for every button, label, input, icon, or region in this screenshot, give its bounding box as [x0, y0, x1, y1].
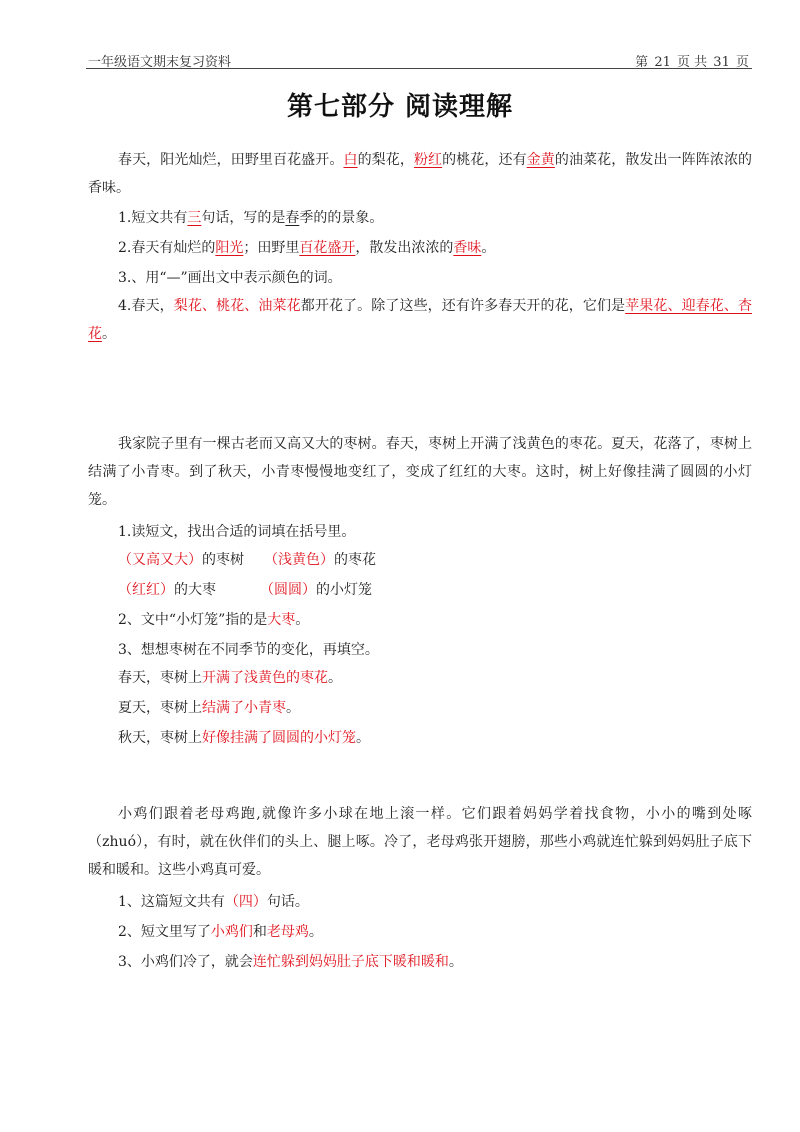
- answer-spring: 春天，枣树上开满了浅黄色的枣花。: [118, 670, 342, 686]
- passage-chicks: 小鸡们跟着老母鸡跑,就像许多小球在地上滚一样。它们跟着妈妈学着找食物，小小的嘴到处啄（zhuó），有时，就在伙伴们的头上、腿上啄。冷了，老母鸡张开翅膀，那些小鸡就连忙躲到妈妈肚子底下暖和暖和。这些小鸡真可爱。: [88, 806, 752, 878]
- passage-jujube-tree: 我家院子里有一棵古老而又高又大的枣树。春天，枣树上开满了浅黄色的枣花。夏天，花落了，枣树上结满了小青枣。到了秋天，小青枣慢慢地变红了，变成了红红的大枣。这时，树上好像挂满了圆圆的小灯笼。: [88, 436, 752, 508]
- header-title: 一年级语文期末复习资料: [88, 55, 232, 70]
- question-2-1: 1.读短文，找出合适的词填在括号里。: [118, 524, 356, 540]
- fill-row-2: （红红）的大枣 （圆圆）的小灯笼: [118, 582, 372, 598]
- question-2-3: 3、想想枣树在不同季节的变化，再填空。: [118, 642, 379, 658]
- question-1-3: 3.、用“—”画出文中表示颜色的词。: [118, 270, 342, 286]
- fill-row-1: （又高又大）的枣树 （浅黄色）的枣花: [118, 552, 376, 568]
- question-3-3: 3、小鸡们冷了，就会连忙躲到妈妈肚子底下暖和暖和。: [118, 954, 463, 970]
- passage-spring: 春天，阳光灿烂，田野里百花盛开。白的梨花，粉红的桃花，还有金黄的油菜花，散发出一阵阵浓浓的香味。: [88, 152, 753, 196]
- page-title: 第七部分 阅读理解: [286, 92, 514, 122]
- question-3-1: 1、这篇短文共有（四）句话。: [118, 894, 309, 910]
- question-2-2: 2、文中“小灯笼”指的是大枣。: [118, 612, 310, 628]
- question-1-4: 4.春天，梨花、桃花、油菜花都开花了。除了这些，还有许多春天开的花，它们是苹果花、迎春花、杏花。: [88, 298, 753, 342]
- header-divider: [86, 68, 752, 69]
- question-1-2: 2.春天有灿烂的阳光；田野里百花盛开，散发出浓浓的香味。: [118, 240, 496, 256]
- answer-summer: 夏天，枣树上结满了小青枣。: [118, 700, 300, 716]
- answer-autumn: 秋天，枣树上好像挂满了圆圆的小灯笼。: [118, 730, 370, 746]
- question-3-2: 2、短文里写了小鸡们和老母鸡。: [118, 924, 323, 940]
- question-1-1: 1.短文共有三句话，写的是春季的的景象。: [118, 210, 384, 226]
- page-number: 第 21 页 共 31 页: [635, 55, 749, 70]
